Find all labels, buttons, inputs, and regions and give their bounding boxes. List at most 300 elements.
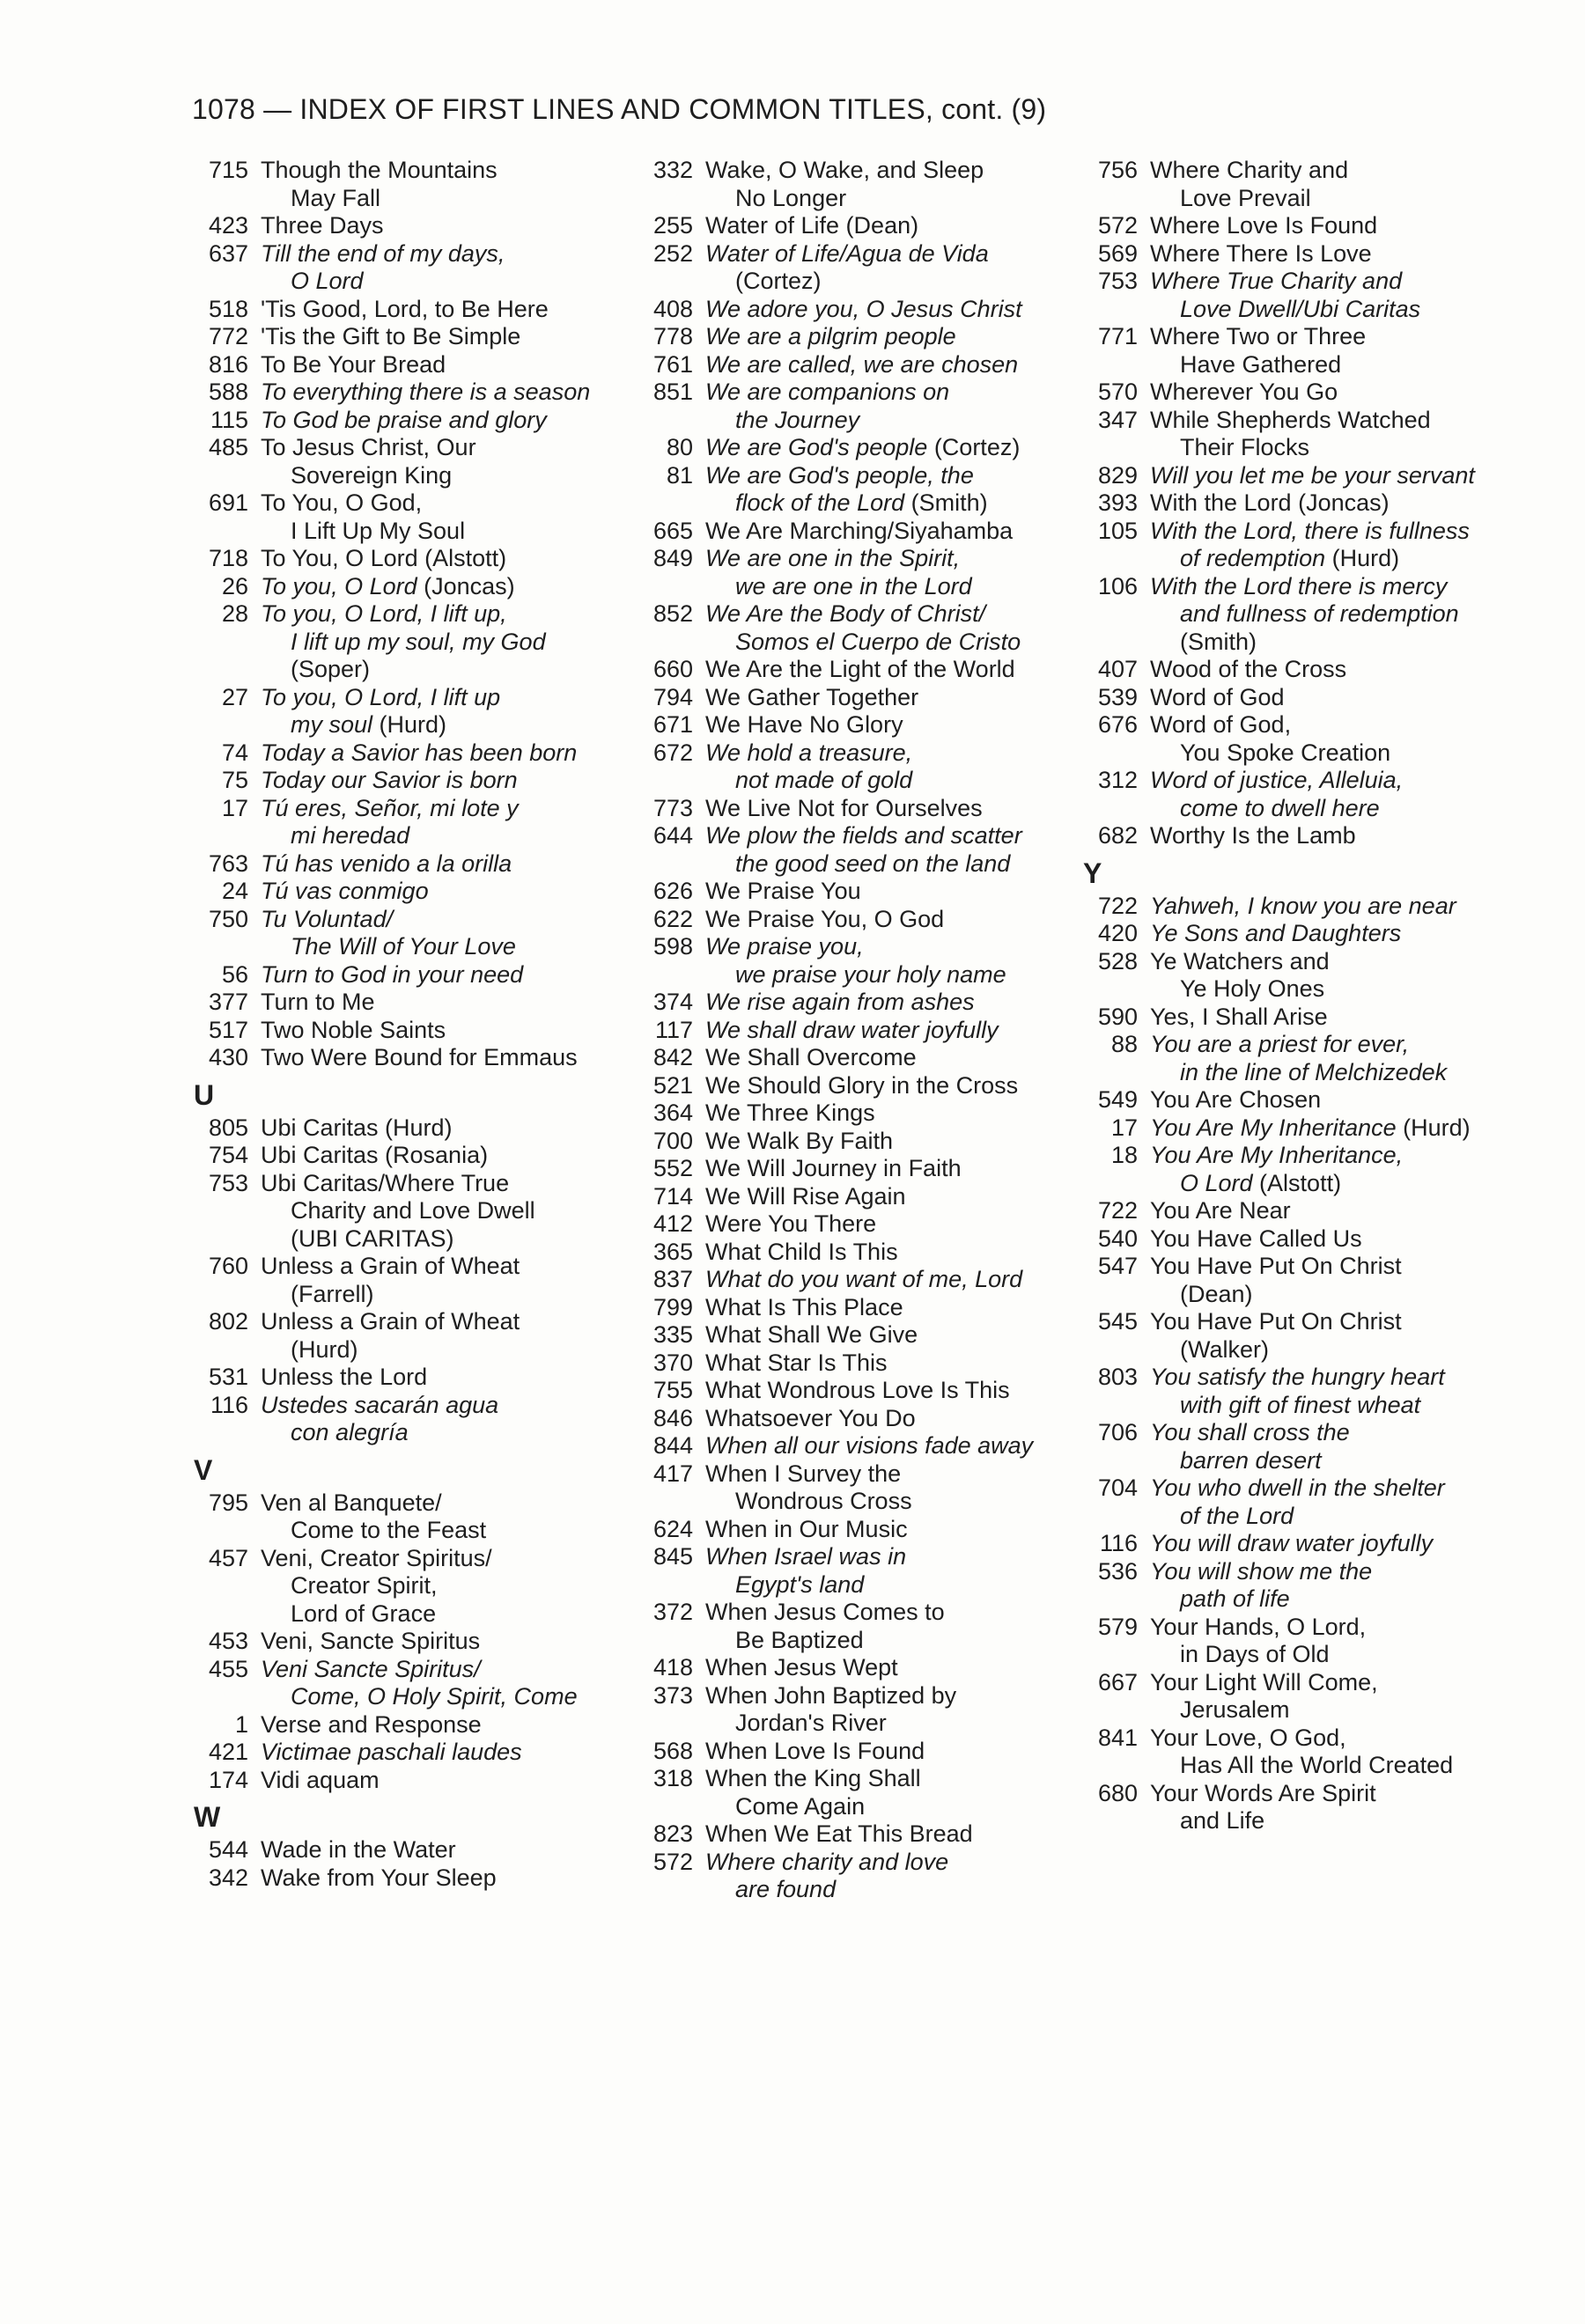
hymn-number: 795 [208,1489,248,1516]
title-line [1150,975,1330,1004]
index-entry [1083,462,1523,490]
title-segment: We Have No Glory [705,711,903,738]
entry-title [248,1044,578,1072]
title-line [261,434,476,462]
index-entry [194,850,634,879]
entry-title [693,1849,948,1904]
index-entry [194,323,634,351]
entry-title [248,407,547,435]
title-segment: (Walker) [1180,1335,1269,1363]
section-letter: U [194,1078,215,1111]
entry-title [693,1543,906,1599]
title-segment: Tú eres, Señor, mi lote y [261,794,519,821]
index-entry [194,600,634,684]
index-entry [194,545,634,573]
index-entry [638,1654,1079,1682]
index-entry [638,906,1079,934]
title-line [261,1767,380,1795]
title-line [1150,489,1390,518]
index-entry [1083,684,1523,712]
title-line [261,850,512,879]
title-segment: We are a pilgrim people [705,323,956,349]
hymn-number: 549 [1097,1086,1138,1113]
title-line [1150,434,1431,462]
hymn-number: 364 [652,1099,693,1126]
hymn-number: 773 [652,794,693,821]
index-entry [1083,1004,1523,1032]
entry-title [1138,1475,1445,1530]
title-line [705,1432,1033,1460]
hymn-number: 370 [652,1349,693,1376]
index-entry [1083,1419,1523,1475]
entry-title [248,573,515,601]
hymn-number: 572 [1097,212,1138,239]
hymn-number: 799 [652,1293,693,1320]
title-segment: Their Flocks [1180,434,1310,460]
title-segment: Word of God [1150,683,1285,710]
hymn-number: 637 [208,239,248,267]
hymn-number: 105 [1097,517,1138,544]
title-line [261,1170,535,1198]
title-line [705,545,972,573]
title-segment: To you, O Lord [261,572,417,599]
index-entry [1083,1197,1523,1225]
index-entry [194,684,634,739]
title-line [261,323,520,351]
title-line [705,1072,1018,1100]
title-segment: Lord of Grace [291,1600,437,1627]
title-segment: We shall draw water joyfully [705,1016,999,1043]
title-line [705,1350,888,1378]
title-line [1150,1780,1376,1808]
index-entry [1083,1086,1523,1114]
index-entry [1083,1225,1523,1254]
hymn-number: 851 [652,379,693,405]
title-segment: (Cortez) [735,268,822,294]
entry-title [248,157,498,212]
title-line [1150,462,1475,490]
title-line [1150,795,1403,823]
entry-title [693,1321,918,1350]
title-line [705,351,1018,379]
hymn-number: 644 [652,822,693,849]
title-segment: Unless a Grain of Wheat [261,1253,520,1279]
index-entry [638,1682,1079,1738]
index-entry [194,1114,634,1143]
hymn-number: 704 [1097,1475,1138,1501]
title-segment: (Soper) [291,656,371,682]
hymn-number: 544 [208,1836,248,1863]
title-segment: To Jesus Christ, Our [261,434,476,460]
title-segment: Love Prevail [1180,184,1311,211]
title-line [705,1516,908,1544]
title-segment: of the Lord [1180,1502,1294,1529]
title-line [705,1294,903,1322]
title-segment: We hold a treasure, [705,739,913,766]
title-segment: When the King Shall [705,1765,921,1791]
title-line [261,1017,446,1045]
title-segment: Till the end of my days, [261,239,505,267]
title-line [1150,1752,1453,1780]
entry-title [248,1489,486,1545]
index-entry [194,407,634,435]
index-entry [194,157,634,212]
hymn-number: 823 [652,1820,693,1847]
hymn-number: 622 [652,905,693,932]
title-segment: We are called, we are chosen [705,350,1019,378]
title-segment: When I Survey the [705,1460,902,1487]
index-entry [638,711,1079,739]
title-line [705,212,918,240]
title-segment: (UBI CARITAS) [291,1225,454,1252]
title-line [1150,1114,1471,1143]
title-segment: We are God's people, the [705,461,974,489]
title-line [705,1321,918,1350]
entry-title [693,212,918,240]
hymn-number: 26 [221,572,248,599]
title-segment: Wake from Your Sleep [261,1864,497,1891]
hymn-number: 763 [208,849,248,877]
title-line [261,1739,522,1767]
title-segment: Ven al Banquete/ [261,1489,442,1516]
title-segment: Whatsoever You Do [705,1404,916,1431]
hymn-number: 626 [652,878,693,904]
index-entry [194,1628,634,1656]
index-entry [1083,1669,1523,1725]
title-segment: You will show me the [1150,1557,1373,1585]
title-segment: With the Lord (Joncas) [1150,489,1390,516]
entry-title [693,545,972,600]
hymn-number: 570 [1097,379,1138,405]
entry-title [1138,1725,1453,1780]
hymn-number: 771 [1097,323,1138,349]
title-line [705,1571,906,1600]
entry-title [693,1765,921,1820]
title-line [1150,1004,1328,1032]
title-line [705,1765,921,1793]
title-segment: Unless a Grain of Wheat [261,1308,520,1335]
hymn-number: 117 [654,1016,693,1043]
title-segment: When Jesus Comes to [705,1599,945,1625]
hymn-number: 568 [652,1737,693,1764]
title-line [1150,1392,1445,1420]
title-segment: the Journey [735,406,860,433]
title-line [261,296,549,324]
title-segment: We Are Marching/Siyahamba [705,517,1014,544]
title-line [705,600,1021,629]
hymn-number: 423 [208,212,248,239]
index-entry [638,1516,1079,1544]
title-segment: Wherever You Go [1150,379,1338,405]
hymn-number: 598 [652,933,693,960]
title-segment: and fullness of redemption [1180,600,1459,627]
title-line [705,1876,948,1904]
index-entry [1083,1614,1523,1669]
title-segment: Has All the World Created [1180,1752,1454,1778]
hymn-number: 802 [208,1308,248,1335]
hymn-number: 842 [652,1044,693,1070]
title-segment: we are one in the Lord [735,572,972,599]
title-segment: Your Light Will Come, [1150,1668,1378,1695]
title-segment: We Are the Body of Christ/ [705,600,986,627]
index-entry [638,989,1079,1017]
title-line [705,1710,956,1738]
title-segment: Victimae paschali laudes [261,1739,522,1765]
title-line [705,629,1021,657]
hymn-number: 714 [652,1182,693,1210]
entry-title [1138,1086,1321,1114]
index-entry [638,1099,1079,1128]
index-entry [194,296,634,324]
index-entry [638,656,1079,684]
entry-title [693,1820,973,1849]
title-segment: What Wondrous Love Is This [705,1377,1010,1403]
entry-title [1138,1419,1350,1475]
title-segment: Love Dwell/Ubi Caritas [1180,295,1421,322]
index-entry [638,1543,1079,1599]
title-line [1150,1059,1447,1087]
title-line [705,1793,921,1821]
title-segment: mi heredad [291,822,410,849]
hymn-number: 715 [208,157,248,183]
entry-title [248,600,546,684]
index-entry [638,351,1079,379]
index-entry [1083,711,1523,767]
title-line [261,1545,492,1573]
entry-title [248,1308,520,1364]
entry-title [693,157,984,212]
title-segment: To everything there is a season [261,379,591,405]
title-line [705,711,903,739]
hymn-number: 318 [652,1765,693,1791]
hymn-number: 312 [1097,767,1138,793]
title-segment: Were You There [705,1210,877,1237]
index-entry [638,1239,1079,1267]
title-segment: Where There Is Love [1150,239,1372,267]
title-line [705,185,984,213]
index-column-1 [194,157,634,1892]
title-segment: path of life [1180,1585,1290,1612]
title-line [705,1099,875,1128]
entry-title [248,379,590,407]
title-segment: The Will of Your Love [291,933,516,960]
title-segment: You Have Called Us [1150,1225,1362,1252]
title-line [261,1336,520,1364]
title-line [1150,1281,1402,1309]
title-line [261,462,476,490]
hymn-number: 672 [652,739,693,766]
title-segment: (Alstott) [1252,1169,1342,1196]
index-entry [194,1711,634,1739]
hymn-number: 255 [652,212,693,239]
hymn-number: 539 [1097,683,1138,710]
hymn-number: 430 [208,1044,248,1070]
index-entry [1083,489,1523,518]
entry-title [1138,407,1431,462]
hymn-number: 74 [221,739,248,766]
index-entry [194,961,634,989]
title-line [705,1599,945,1627]
title-line [1150,379,1338,407]
hymn-number: 753 [208,1169,248,1196]
hymn-number: 536 [1097,1557,1138,1585]
index-entry [638,933,1079,989]
entry-title [693,989,975,1017]
entry-title [693,434,1020,462]
title-line [705,1738,925,1766]
entry-title [248,878,429,906]
index-entry [1083,1780,1523,1835]
hymn-number: 844 [652,1432,693,1459]
title-segment: Your Words Are Spirit [1150,1779,1376,1806]
title-segment: (Hurd) [291,1335,358,1363]
title-line [261,1253,520,1281]
title-segment: Be Baptized [735,1626,864,1653]
index-entry [638,1183,1079,1211]
title-segment: We praise you, [705,933,864,960]
hymn-number: 837 [652,1266,693,1292]
entry-title [693,379,949,434]
hymn-number: 116 [210,1391,248,1418]
title-segment: Where Charity and [1150,157,1349,183]
title-line [705,1266,1022,1294]
title-line [1150,893,1456,921]
hymn-number: 845 [652,1543,693,1570]
title-segment: Egypt's land [735,1570,865,1598]
entry-title [1138,1558,1372,1614]
hymn-number: 28 [221,600,248,627]
title-segment: May Fall [291,184,381,211]
entry-title [248,989,375,1017]
index-entry [194,767,634,795]
title-line [705,1128,893,1156]
title-line [705,1488,912,1516]
title-segment: are found [735,1876,837,1902]
entry-title [1138,462,1475,490]
title-line [1150,1475,1445,1503]
title-line [705,489,988,518]
title-segment: Two Noble Saints [261,1016,446,1043]
hymn-number: 518 [208,295,248,322]
entry-title [248,434,476,489]
title-segment: Veni, Creator Spiritus/ [261,1544,492,1571]
title-segment: Wade in the Water [261,1836,456,1863]
title-segment: To God be praise and glory [261,406,547,433]
title-segment: we praise your holy name [735,960,1006,988]
index-entry [194,573,634,601]
title-segment: Your Hands, O Lord, [1150,1613,1367,1640]
entry-title [248,323,520,351]
title-segment: You are a priest for ever, [1150,1031,1410,1057]
entry-title [693,656,1015,684]
entry-title [693,1072,1018,1100]
title-segment: When Israel was in [705,1543,907,1570]
index-entry [638,1321,1079,1350]
title-segment: What do you want of me, Lord [705,1266,1023,1292]
title-segment: You satisfy the hungry heart [1150,1364,1445,1390]
title-segment: my soul [291,711,373,738]
title-line [705,1460,912,1489]
index-entry [1083,1308,1523,1364]
index-entry [194,1142,634,1170]
title-line [1150,240,1372,268]
title-line [261,1683,578,1711]
index-entry [194,1170,634,1254]
title-line [705,1820,973,1849]
title-segment: Vidi aquam [261,1766,380,1793]
title-line [1150,1197,1291,1225]
hymn-number: 115 [210,406,248,433]
hymn-number: 756 [1097,157,1138,183]
entry-title [1138,1614,1366,1669]
title-segment: in the line of Melchizedek [1180,1058,1448,1085]
hymn-number: 18 [1110,1142,1138,1168]
title-line [1150,1585,1372,1614]
page-header: 1078 — INDEX OF FIRST LINES AND COMMON TITLES, cont. (9) [192,93,1047,125]
index-entry [1083,379,1523,407]
hymn-number: 517 [208,1016,248,1043]
index-entry [194,1739,634,1767]
title-line [705,1654,898,1682]
entry-title [248,212,384,240]
entry-title [1138,1031,1447,1086]
index-entry [638,822,1079,878]
title-segment: Turn to God in your need [261,960,524,988]
hymn-number: 56 [221,960,248,988]
title-line [1150,1142,1403,1170]
index-entry [1083,268,1523,323]
entry-title [248,1364,427,1392]
index-entry [638,518,1079,546]
title-segment: Creator Spirit, [291,1572,438,1599]
title-segment: (Smith) [1180,628,1257,655]
title-segment: con alegría [291,1419,409,1445]
hymn-number: 829 [1097,461,1138,489]
title-line [1150,212,1377,240]
title-line [705,462,988,490]
index-entry [1083,948,1523,1004]
title-segment: Jordan's River [735,1710,887,1736]
title-line [705,656,1015,684]
hymn-number: 722 [1097,1197,1138,1224]
hymn-number: 700 [652,1127,693,1154]
entry-title [693,518,1013,546]
entry-title [1138,212,1377,240]
title-segment: Water of Life (Dean) [705,212,919,239]
index-entry [638,323,1079,351]
title-segment: barren desert [1180,1446,1322,1474]
title-segment: Tú vas conmigo [261,878,429,904]
hymn-number: 660 [652,656,693,682]
title-segment: (Joncas) [417,572,515,599]
hymn-number: 579 [1097,1613,1138,1640]
title-line [261,961,523,989]
title-line [261,989,375,1017]
title-line [705,518,1013,546]
title-line [261,489,465,518]
title-segment: Three Days [261,212,384,239]
entry-title [248,1864,497,1893]
title-segment: When Jesus Wept [705,1654,898,1680]
entry-title [1138,1142,1403,1197]
index-entry [638,1377,1079,1405]
title-line [1150,1225,1362,1254]
title-segment: You shall cross the [1150,1419,1350,1445]
title-segment: What Shall We Give [705,1321,918,1348]
entry-title [693,462,988,518]
index-entry [638,1460,1079,1516]
entry-title [1138,1225,1362,1254]
